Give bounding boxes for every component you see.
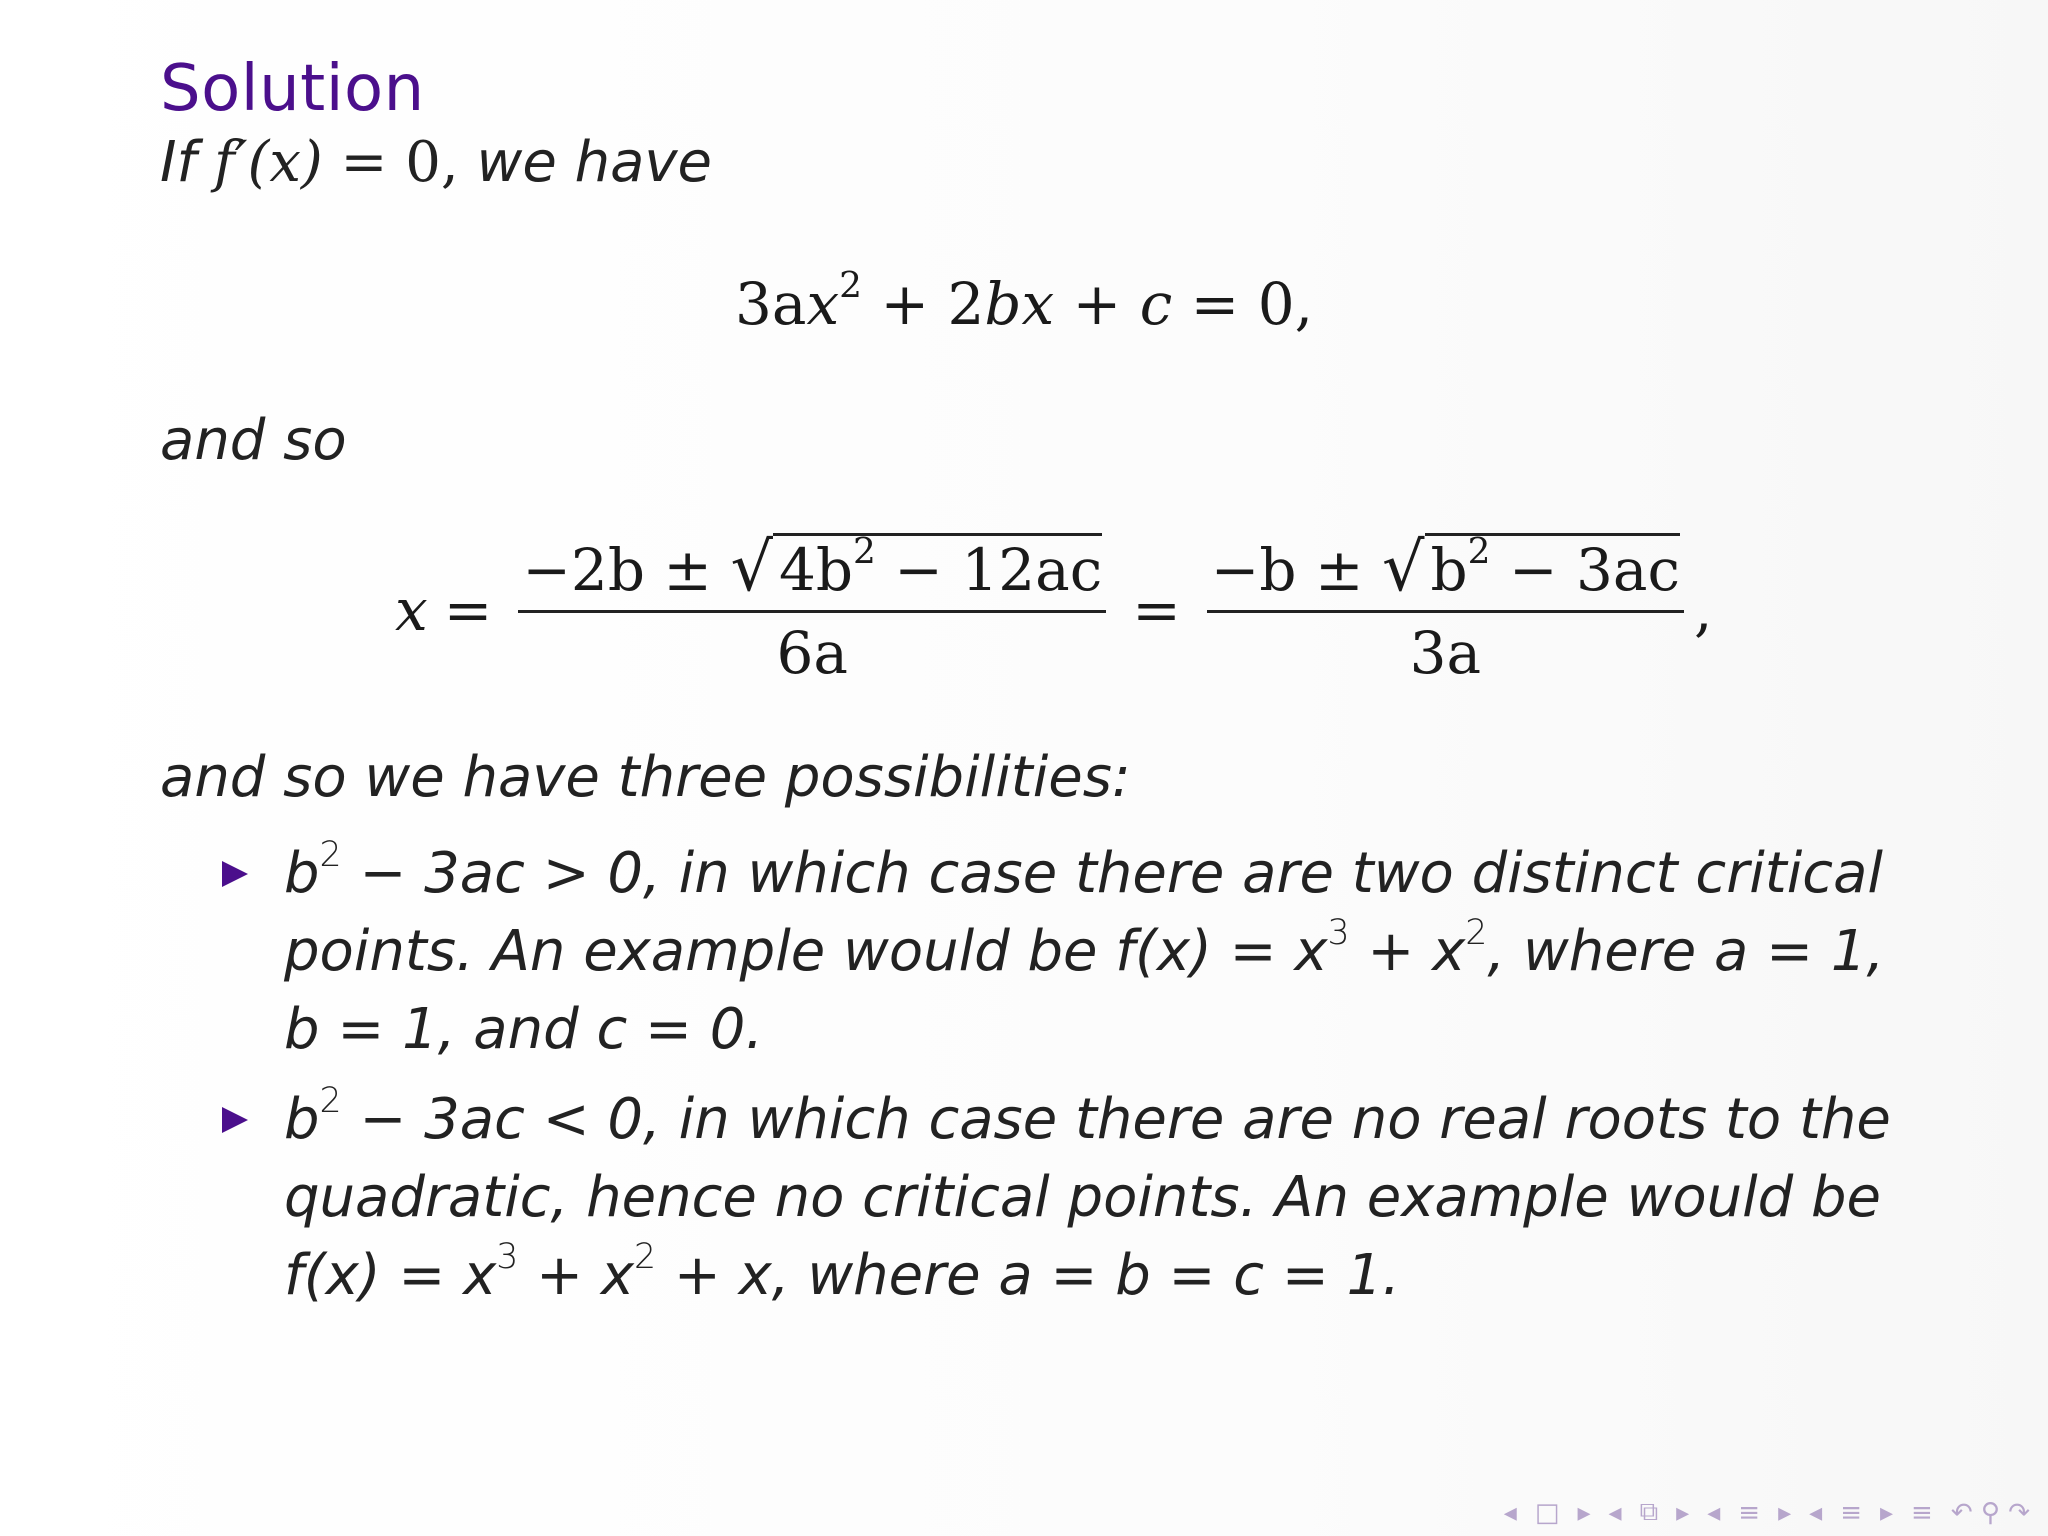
eq1-term: = 0, <box>1172 270 1314 338</box>
equation-quadratic <box>0 265 2048 338</box>
rad1-exp: 2 <box>852 531 876 573</box>
three-possibilities-text: and so we have three possibilities: <box>160 745 1131 810</box>
prev-part-arrow-icon[interactable]: ◂ <box>1809 1497 1823 1528</box>
eq1-term: + 2 <box>862 270 985 338</box>
exp: 2 <box>633 1236 657 1277</box>
bullet-item-2 <box>284 1081 1891 1315</box>
prev-section-arrow-icon[interactable]: ◂ <box>1707 1497 1721 1528</box>
num2-pre: −b ± <box>1210 536 1382 604</box>
search-icon[interactable]: ↶ ⚲ ↷ <box>1950 1497 2030 1528</box>
text: − 3ac > 0, in which case there are two distinct critical <box>341 841 1883 906</box>
exp: 2 <box>1465 912 1488 953</box>
subsection-icon[interactable]: ⧉ <box>1639 1497 1659 1527</box>
next-part-arrow-icon[interactable]: ▸ <box>1879 1497 1894 1528</box>
fraction-2-denominator: 3a <box>1409 619 1482 687</box>
rad1-a: 4b <box>778 536 853 604</box>
exp: 3 <box>1327 912 1350 953</box>
text: , where a = 1, <box>1487 919 1885 984</box>
bullet-1-line-3: b = 1, and c = 0. <box>284 997 764 1062</box>
text: + x, where a = b = c = 1. <box>656 1243 1401 1308</box>
beamer-navigation-bar <box>1504 1497 2030 1528</box>
bullet-arrow-icon <box>222 1107 248 1133</box>
frame-icon[interactable]: □ <box>1534 1497 1560 1528</box>
intro-we-have: we have <box>476 130 712 195</box>
bullet-2-line-1 <box>284 1081 1891 1159</box>
section-icon[interactable]: ≡ <box>1738 1497 1761 1528</box>
bullet-2-line-3 <box>284 1237 1891 1315</box>
eq1-term: + <box>1054 270 1140 338</box>
rad2-a: b <box>1430 536 1468 604</box>
radicand-1 <box>773 533 1102 604</box>
bullet-item-1 <box>284 835 1884 1069</box>
fraction-2 <box>1207 527 1684 693</box>
next-subsection-arrow-icon[interactable]: ▸ <box>1676 1497 1690 1528</box>
slide-title: Solution <box>160 52 425 126</box>
and-so-text: and so <box>160 408 347 473</box>
equation-quadratic-formula <box>395 520 1712 700</box>
eq1-exp: 2 <box>839 265 863 307</box>
fraction-1-denominator: 6a <box>776 619 848 687</box>
exp: 3 <box>496 1236 519 1277</box>
intro-line <box>160 130 712 195</box>
text: f(x) = x <box>284 1243 497 1308</box>
eq1-var: c <box>1139 270 1173 338</box>
eq2-equals-2: = <box>1132 576 1181 644</box>
text: points. An example would be f(x) = x <box>284 919 1328 984</box>
eq2-equals: = <box>443 576 493 644</box>
eq2-x: x <box>395 576 428 644</box>
prev-frame-arrow-icon[interactable]: ◂ <box>1503 1497 1517 1528</box>
b-var: b <box>284 841 320 906</box>
exp: 2 <box>319 834 342 875</box>
text: + x <box>1349 919 1466 984</box>
text: − 3ac < 0, in which case there are no real roots to the <box>341 1087 1891 1152</box>
radicand-2 <box>1425 533 1680 604</box>
eq1-var: bx <box>984 270 1055 338</box>
num1-pre: −2b ± <box>522 536 731 604</box>
bullet-1-line-1 <box>284 835 1884 913</box>
intro-if: If <box>160 130 215 195</box>
rad1-b: − 12ac <box>875 536 1103 604</box>
eq1-term: 3a <box>734 270 807 338</box>
intro-eq: = 0, <box>322 130 477 195</box>
bullet-1-line-2 <box>284 913 1884 991</box>
bullet-arrow-icon <box>222 861 248 887</box>
next-section-arrow-icon[interactable]: ▸ <box>1778 1497 1792 1528</box>
next-frame-arrow-icon[interactable]: ▸ <box>1577 1497 1591 1528</box>
toc-icon[interactable]: ≡ <box>1911 1497 1933 1528</box>
sqrt-icon: √ <box>1382 528 1425 606</box>
fraction-1-numerator <box>518 527 1106 613</box>
fraction-1 <box>518 527 1106 693</box>
prev-subsection-arrow-icon[interactable]: ◂ <box>1608 1497 1622 1528</box>
part-icon[interactable]: ≡ <box>1840 1497 1862 1528</box>
eq1-var: x <box>806 270 840 338</box>
text: + x <box>518 1243 634 1308</box>
fraction-2-numerator <box>1207 527 1684 613</box>
rad2-exp: 2 <box>1467 531 1491 573</box>
intro-fprime: f′(x) <box>214 130 323 195</box>
sqrt-icon: √ <box>730 528 773 606</box>
bullet-2-line-2: quadratic, hence no critical points. An example would be <box>284 1165 1882 1230</box>
b-var: b <box>284 1087 320 1152</box>
eq2-comma: , <box>1693 576 1713 644</box>
rad2-b: − 3ac <box>1490 536 1680 604</box>
exp: 2 <box>319 1080 342 1121</box>
